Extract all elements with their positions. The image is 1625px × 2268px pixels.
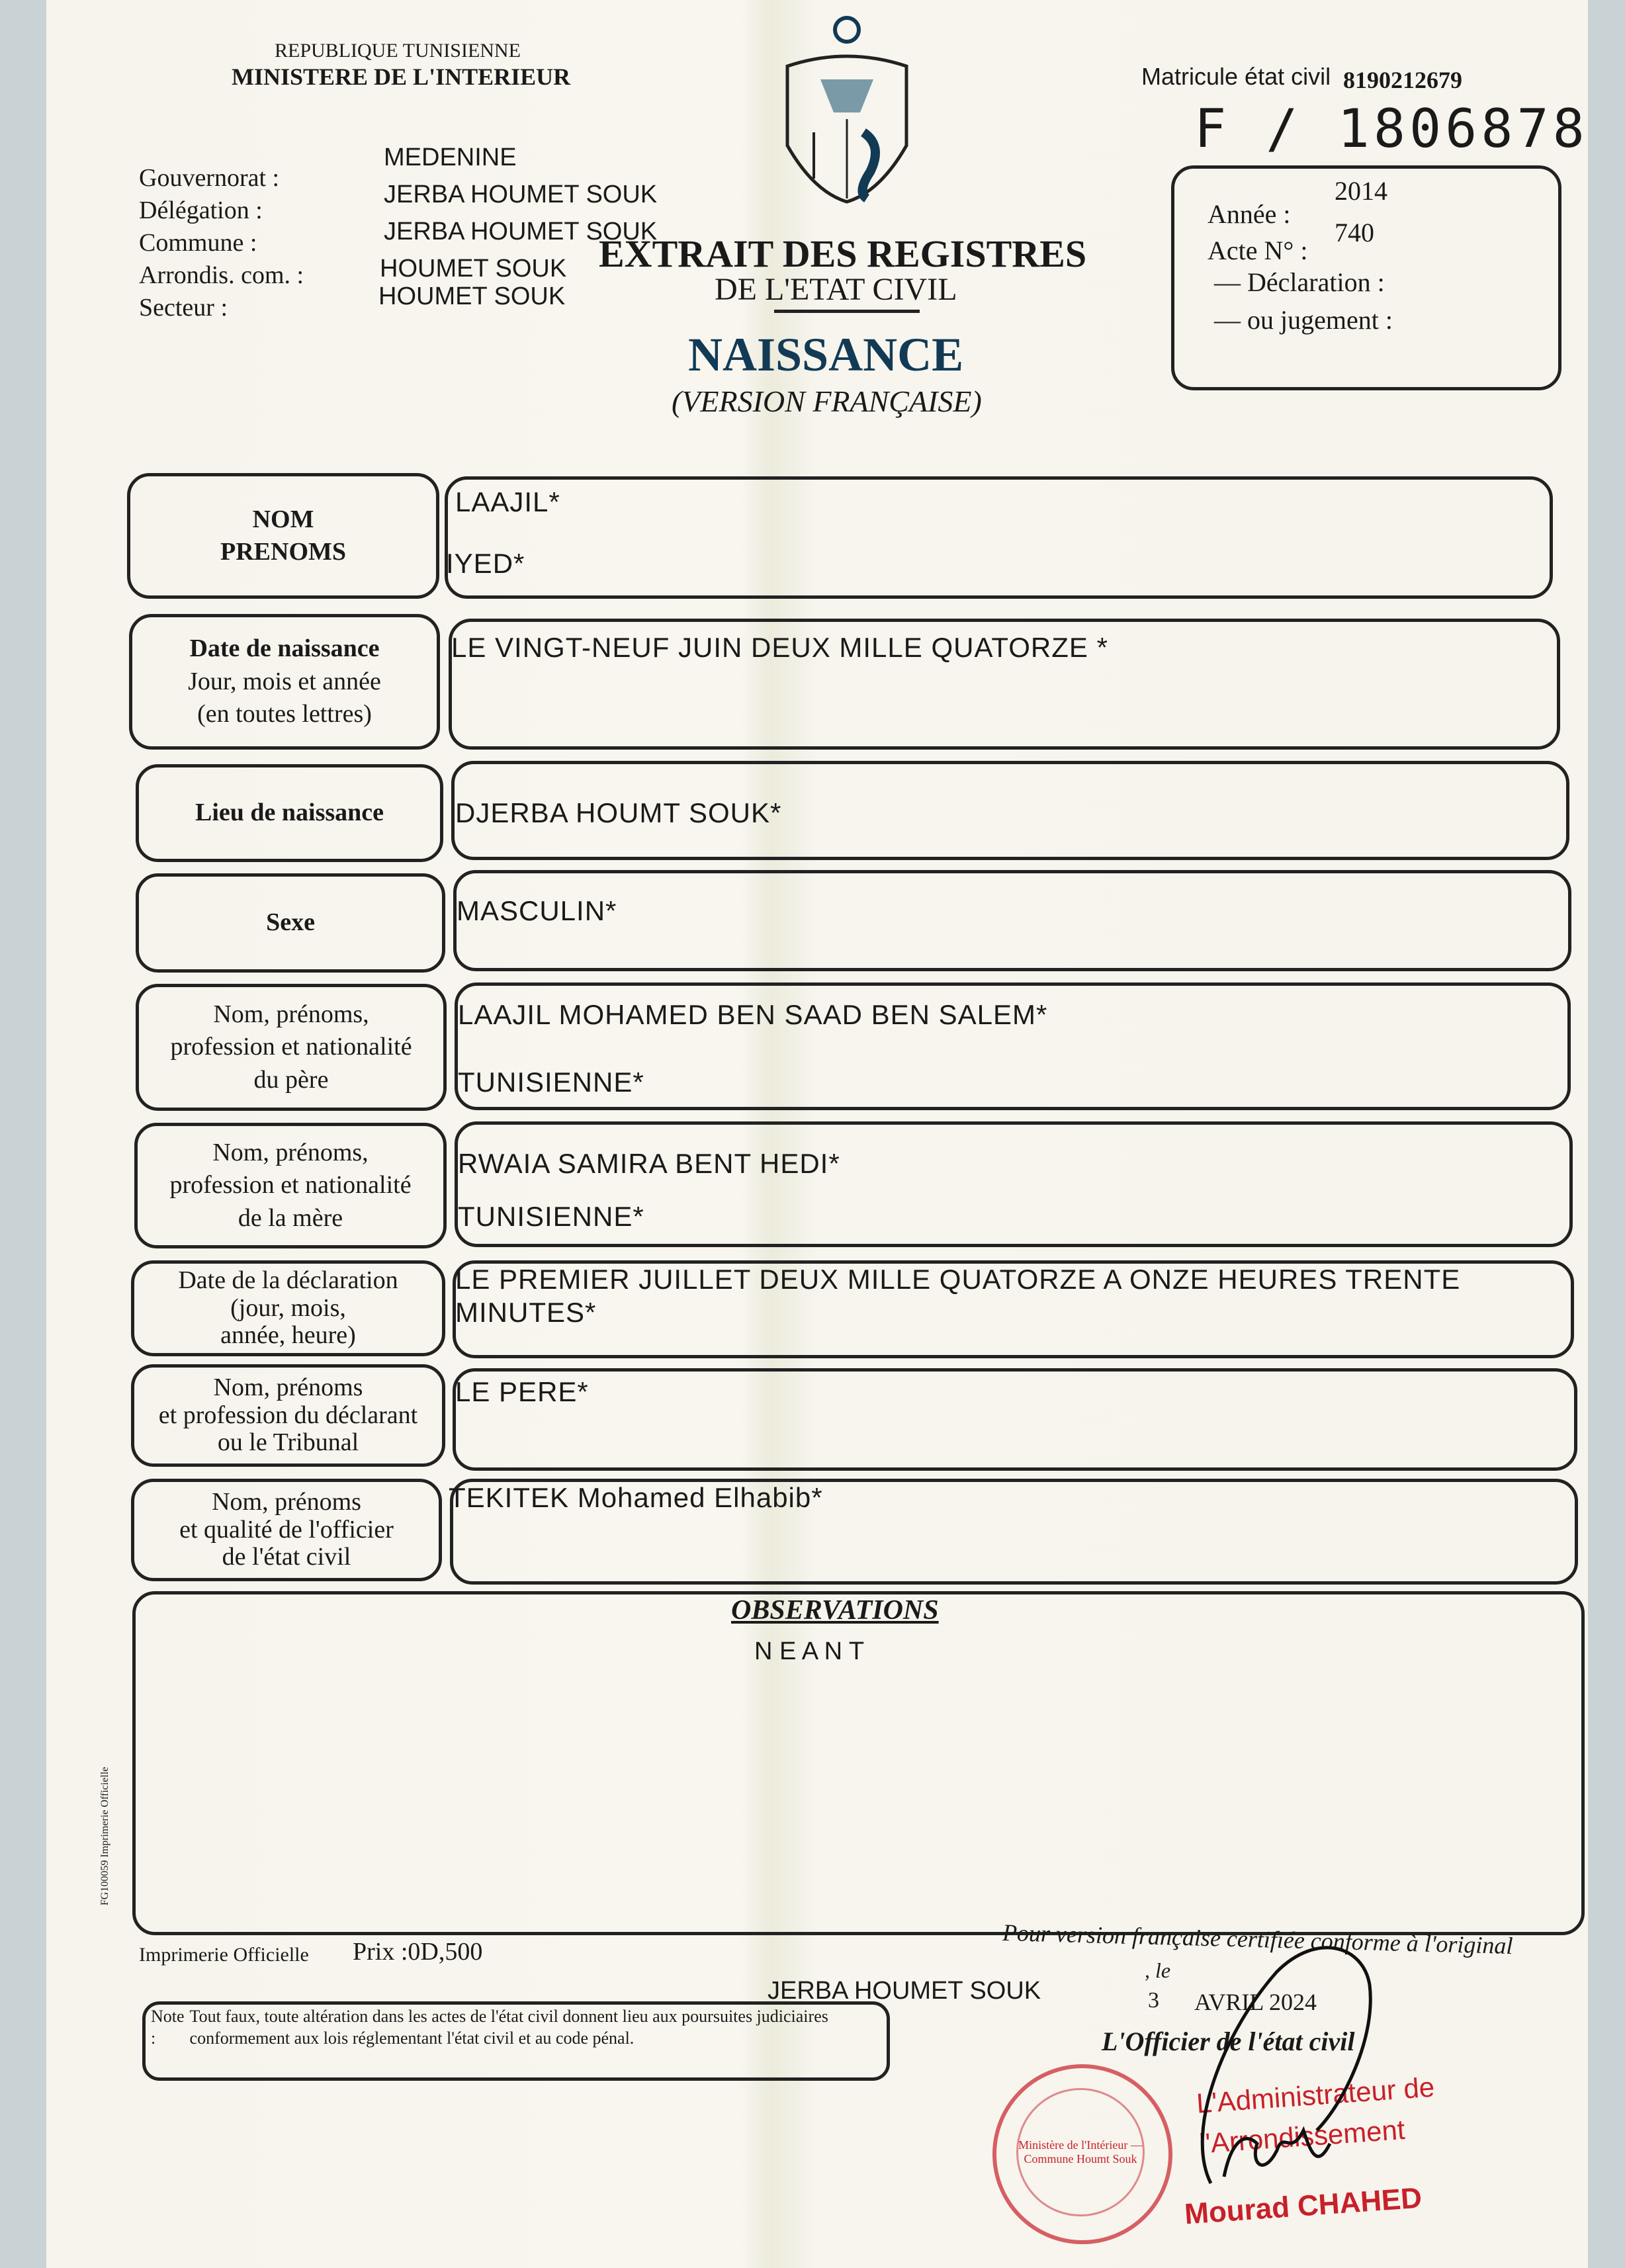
delegation-label: Délégation : bbox=[139, 196, 263, 224]
acte-number-value: 740 bbox=[1335, 218, 1374, 247]
officier-label-line2: et qualité de l'officier bbox=[179, 1515, 394, 1544]
arrondissement-label: Arrondis. com. : bbox=[139, 261, 304, 289]
pere-label-line3: du père bbox=[253, 1065, 329, 1094]
serial-number: F / 1806878 bbox=[1194, 98, 1589, 159]
round-official-stamp bbox=[992, 2064, 1172, 2244]
side-print-code: FG100059 Imprimerie Officielle bbox=[99, 1766, 110, 1905]
declarant-label bbox=[131, 1364, 445, 1467]
administrator-stamp: L'Administrateur de l'Arrondissement bbox=[1195, 2071, 1436, 2159]
declarant-label-line3: ou le Tribunal bbox=[217, 1428, 359, 1457]
declaration-label: — Déclaration : bbox=[1214, 267, 1385, 297]
annee-label: Année : bbox=[1208, 199, 1291, 229]
annee-value: 2014 bbox=[1335, 176, 1387, 206]
declarant-label-line2: et profession du déclarant bbox=[158, 1401, 418, 1429]
sexe-label: Sexe bbox=[266, 908, 315, 937]
date-naissance-label-line1: Date de naissance bbox=[189, 634, 380, 663]
acte-number-label: Acte N° : bbox=[1208, 236, 1308, 265]
mere-nationalite-value: TUNISIENNE* bbox=[458, 1201, 644, 1232]
round-stamp-text: Ministère de l'Intérieur — Commune Houmt Souk bbox=[1016, 2088, 1145, 2216]
imprimerie-label: Imprimerie Officielle bbox=[139, 1944, 309, 1966]
issue-place: JERBA HOUMET SOUK bbox=[768, 1977, 1041, 2005]
jugement-label: — ou jugement : bbox=[1214, 305, 1393, 335]
title-line2: DE L'ETAT CIVIL bbox=[715, 272, 957, 307]
location-labels bbox=[139, 162, 304, 324]
certification-text: Pour version française certifiée conforme à l'original bbox=[1002, 1919, 1513, 1960]
nom-label: NOM bbox=[252, 505, 314, 533]
declarant-label-line1: Nom, prénoms bbox=[213, 1373, 363, 1401]
officier-label bbox=[131, 1479, 442, 1581]
prenoms-label: PRENOMS bbox=[220, 538, 346, 566]
signatory-name: Mourad CHAHED bbox=[1183, 2181, 1423, 2231]
date-naissance-label-line2: Jour, mois et année bbox=[188, 667, 381, 695]
title-divider bbox=[774, 310, 920, 313]
date-naissance-label-line3: (en toutes lettres) bbox=[197, 700, 372, 728]
mere-label-line3: de la mère bbox=[238, 1203, 343, 1232]
delegation-value: JERBA HOUMET SOUK bbox=[384, 181, 658, 208]
officier-label-line3: de l'état civil bbox=[222, 1543, 351, 1571]
note-content bbox=[151, 2006, 882, 2049]
sexe-value-box bbox=[453, 870, 1571, 971]
mere-label bbox=[134, 1123, 447, 1248]
pere-label-line2: profession et nationalité bbox=[170, 1033, 412, 1061]
declaration-date-label-line1: Date de la déclaration bbox=[178, 1266, 398, 1294]
matricule-label bbox=[1141, 63, 1331, 91]
commune-label: Commune : bbox=[139, 229, 257, 257]
declaration-date-label bbox=[131, 1260, 445, 1356]
matricule-label-text: Matricule état civil bbox=[1141, 63, 1331, 90]
officier-label-line1: Nom, prénoms bbox=[212, 1487, 361, 1516]
mere-label-line2: profession et nationalité bbox=[169, 1171, 412, 1199]
pere-label bbox=[136, 984, 447, 1111]
ministry-label: MINISTERE DE L'INTERIEUR bbox=[232, 64, 571, 90]
observations-label: OBSERVATIONS bbox=[731, 1595, 939, 1626]
secteur-label: Secteur : bbox=[139, 294, 228, 322]
date-naissance-label bbox=[129, 614, 440, 750]
officier-value: TEKITEK Mohamed Elhabib* bbox=[449, 1482, 823, 1513]
mere-nom-value: RWAIA SAMIRA BENT HEDI* bbox=[458, 1148, 840, 1179]
republic-label: REPUBLIQUE TUNISIENNE bbox=[275, 40, 521, 62]
mere-label-line1: Nom, prénoms, bbox=[212, 1138, 369, 1166]
prix-label: Prix :0D,500 bbox=[353, 1938, 483, 1966]
note-text: Tout faux, toute altération dans les actes de l'état civil donnent lieu aux poursuites judiciaires conformement aux lois réglementant l'état civil et au code pénal. bbox=[189, 2007, 828, 2048]
nom-value-box bbox=[445, 476, 1553, 599]
declaration-date-line1: LE PREMIER JUILLET DEUX MILLE QUATORZE A ONZE HEURES TRENTE bbox=[455, 1264, 1461, 1295]
date-naissance-value: LE VINGT-NEUF JUIN DEUX MILLE QUATORZE * bbox=[451, 632, 1108, 663]
declaration-date-line2: MINUTES* bbox=[455, 1297, 597, 1328]
title-line1: EXTRAIT DES REGISTRES bbox=[599, 232, 1087, 275]
declaration-date-label-line3: année, heure) bbox=[220, 1321, 356, 1350]
note-label: Note : bbox=[151, 2007, 185, 2048]
prenoms-value: IYED* bbox=[446, 548, 525, 579]
pere-nom-value: LAAJIL MOHAMED BEN SAAD BEN SALEM* bbox=[458, 999, 1048, 1030]
secteur-value: HOUMET SOUK bbox=[378, 283, 566, 310]
lieu-label: Lieu de naissance bbox=[195, 799, 384, 827]
document-type-title: NAISSANCE bbox=[688, 328, 964, 381]
nom-prenoms-label bbox=[127, 473, 439, 599]
pere-label-line1: Nom, prénoms, bbox=[213, 1000, 369, 1028]
declarant-value: LE PERE* bbox=[455, 1376, 589, 1407]
pere-nationalite-value: TUNISIENNE* bbox=[458, 1067, 644, 1098]
issue-day: 3 bbox=[1148, 1988, 1159, 2013]
observations-value: N E A N T bbox=[754, 1637, 865, 1665]
sexe-value: MASCULIN* bbox=[457, 895, 617, 926]
lieu-value: DJERBA HOUMT SOUK* bbox=[455, 797, 782, 828]
handwritten-signature bbox=[1171, 1932, 1462, 2197]
issue-month-year: AVRIL 2024 bbox=[1194, 1989, 1317, 2015]
commune-value: JERBA HOUMET SOUK bbox=[384, 218, 658, 245]
gouvernorat-label: Gouvernorat : bbox=[139, 164, 280, 192]
version-label: (VERSION FRANÇAISE) bbox=[672, 384, 982, 418]
location-values bbox=[378, 139, 658, 315]
declarant-value-box bbox=[453, 1368, 1577, 1471]
le-label: , le bbox=[1145, 1958, 1171, 1982]
nom-value: LAAJIL* bbox=[455, 486, 560, 517]
declaration-date-label-line2: (jour, mois, bbox=[230, 1293, 346, 1322]
matricule-value: 8190212679 bbox=[1343, 67, 1462, 93]
tunisia-emblem-icon bbox=[781, 13, 913, 212]
officier-title: L'Officier de l'état civil bbox=[1102, 2027, 1355, 2056]
gouvernorat-value: MEDENINE bbox=[384, 144, 517, 171]
arrondissement-value: HOUMET SOUK bbox=[380, 255, 567, 283]
